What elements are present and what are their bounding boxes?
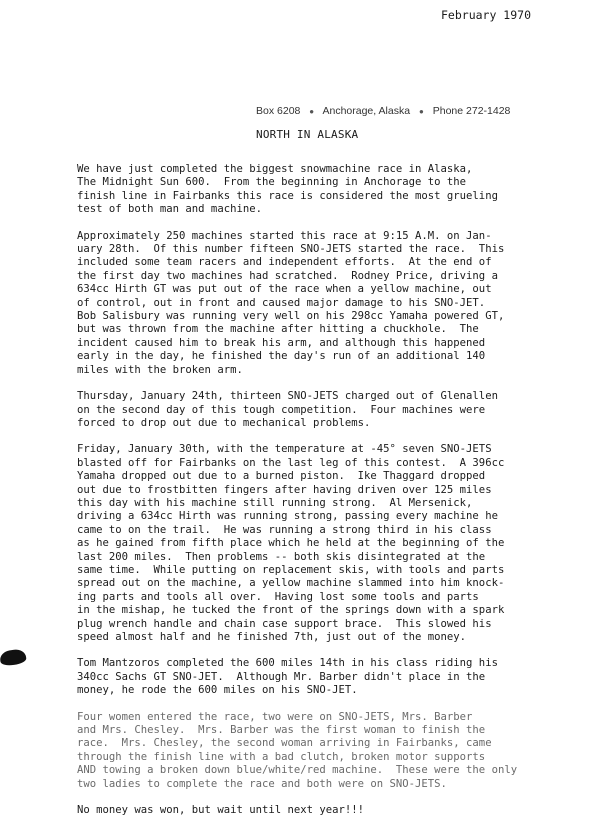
paragraph-line: test of both man and machine.	[77, 203, 262, 216]
body-paragraph	[77, 711, 597, 791]
paragraph-line: 634cc Hirth GT was put out of the race when a yellow machine, out	[77, 283, 492, 296]
paragraph-line: We have just completed the biggest snowmachine race in Alaska,	[77, 163, 473, 175]
paragraph-line: driving a 634cc Hirth was running strong, passing every machine he	[77, 510, 498, 523]
body-paragraph	[77, 443, 597, 644]
paragraph-line: forced to drop out due to mechanical problems.	[77, 416, 371, 429]
paragraph-line: Friday, January 30th, with the temperature at -45° seven SNO-JETS	[77, 443, 492, 456]
paragraph-line: plug wrench handle and chain case support brace. This slowed his	[77, 617, 492, 630]
paragraph-line: included some team racers and independent efforts. At the end of	[77, 256, 492, 269]
paragraph-line: 340cc Sachs GT SNO-JET. Although Mr. Barber didn't place in the	[77, 670, 486, 683]
paragraph-line: money, he rode the 600 miles on his SNO-JET.	[77, 684, 358, 697]
paragraph-line: last 200 miles. Then problems -- both skis disintegrated at the	[77, 550, 486, 563]
paragraph-line: blasted off for Fairbanks on the last leg of this contest. A 396cc	[77, 456, 505, 469]
paragraph-line: The Midnight Sun 600. From the beginning in Anchorage to the	[77, 176, 467, 189]
paragraph-line: on the second day of this tough competition. Four machines were	[77, 403, 486, 416]
paragraph-line: same time. While putting on replacement skis, with tools and parts	[77, 563, 505, 576]
paragraph-line: speed almost half and he finished 7th, just out of the money.	[77, 631, 467, 643]
letterhead-box: Box 6208	[256, 105, 301, 117]
paragraph-line: this day with his machine still running strong. Al Mersenick,	[77, 496, 473, 509]
paragraph-line: ing parts and tools all over. Having lost some tools and parts	[77, 590, 479, 603]
paragraph-line: miles with the broken arm.	[77, 363, 243, 376]
paragraph-line: of control, out in front and caused major damage to his SNO-JET.	[77, 296, 486, 309]
paragraph-line: through the finish line with a bad clutch, broken motor supports	[77, 750, 486, 763]
document-body	[77, 163, 597, 830]
paragraph-line: Four women entered the race, two were on SNO-JETS, Mrs. Barber	[77, 710, 473, 723]
paragraph-line: came to on the trail. He was running a strong third in his class	[77, 523, 492, 536]
paragraph-line: uary 28th. Of this number fifteen SNO-JETS started the race. This	[77, 243, 505, 256]
paragraph-line: the first day two machines had scratched. Rodney Price, driving a	[77, 269, 498, 282]
body-paragraph	[77, 657, 597, 697]
body-paragraph	[77, 390, 597, 430]
paragraph-line: early in the day, he finished the day's run of an additional 140	[77, 350, 486, 363]
paragraph-line: No money was won, but wait until next year!!!	[77, 804, 365, 817]
letterhead	[256, 105, 586, 117]
paragraph-line: in the mishap, he tucked the front of the springs down with a spark	[77, 604, 505, 617]
paragraph-line: Approximately 250 machines started this race at 9:15 A.M. on Jan-	[77, 229, 492, 242]
paragraph-line: as he gained from fifth place which he held at the beginning of the	[77, 537, 505, 550]
paragraph-line: Thursday, January 24th, thirteen SNO-JETS charged out of Glenallen	[77, 390, 498, 403]
paragraph-line: out due to frostbitten fingers after having driven over 125 miles	[77, 483, 492, 496]
paragraph-line: AND towing a broken down blue/white/red machine. These were the only	[77, 764, 518, 777]
bullet-separator-icon: ●	[309, 107, 315, 116]
body-paragraph	[77, 163, 597, 217]
paragraph-line: race. Mrs. Chesley, the second woman arriving in Fairbanks, came	[77, 737, 492, 750]
paragraph-line: and Mrs. Chesley. Mrs. Barber was the first woman to finish the	[77, 724, 486, 737]
letterhead-phone: Phone 272-1428	[432, 105, 511, 117]
document-title: NORTH IN ALASKA	[256, 128, 359, 141]
paragraph-line: but was thrown from the machine after hitting a chuckhole. The	[77, 323, 479, 336]
paragraph-line: Yamaha dropped out due to a burned piston. Ike Thaggard dropped	[77, 470, 486, 483]
paragraph-line: finish line in Fairbanks this race is considered the most grueling	[77, 189, 498, 202]
bullet-separator-icon: ●	[418, 107, 424, 116]
paragraph-line: Tom Mantzoros completed the 600 miles 14th in his class riding his	[77, 657, 498, 670]
paragraph-line: two ladies to complete the race and both were on SNO-JETS.	[77, 777, 447, 790]
paragraph-line: spread out on the machine, a yellow machine slammed into him knock-	[77, 577, 505, 590]
paragraph-line: incident caused him to break his arm, and although this happened	[77, 336, 486, 349]
paragraph-line: Bob Salisbury was running very well on his 298cc Yamaha powered GT,	[77, 310, 505, 323]
ink-blot	[0, 648, 27, 666]
body-paragraph	[77, 230, 597, 377]
letterhead-city: Anchorage, Alaska	[322, 105, 411, 117]
body-paragraph	[77, 804, 597, 817]
document-date: February 1970	[441, 8, 532, 22]
